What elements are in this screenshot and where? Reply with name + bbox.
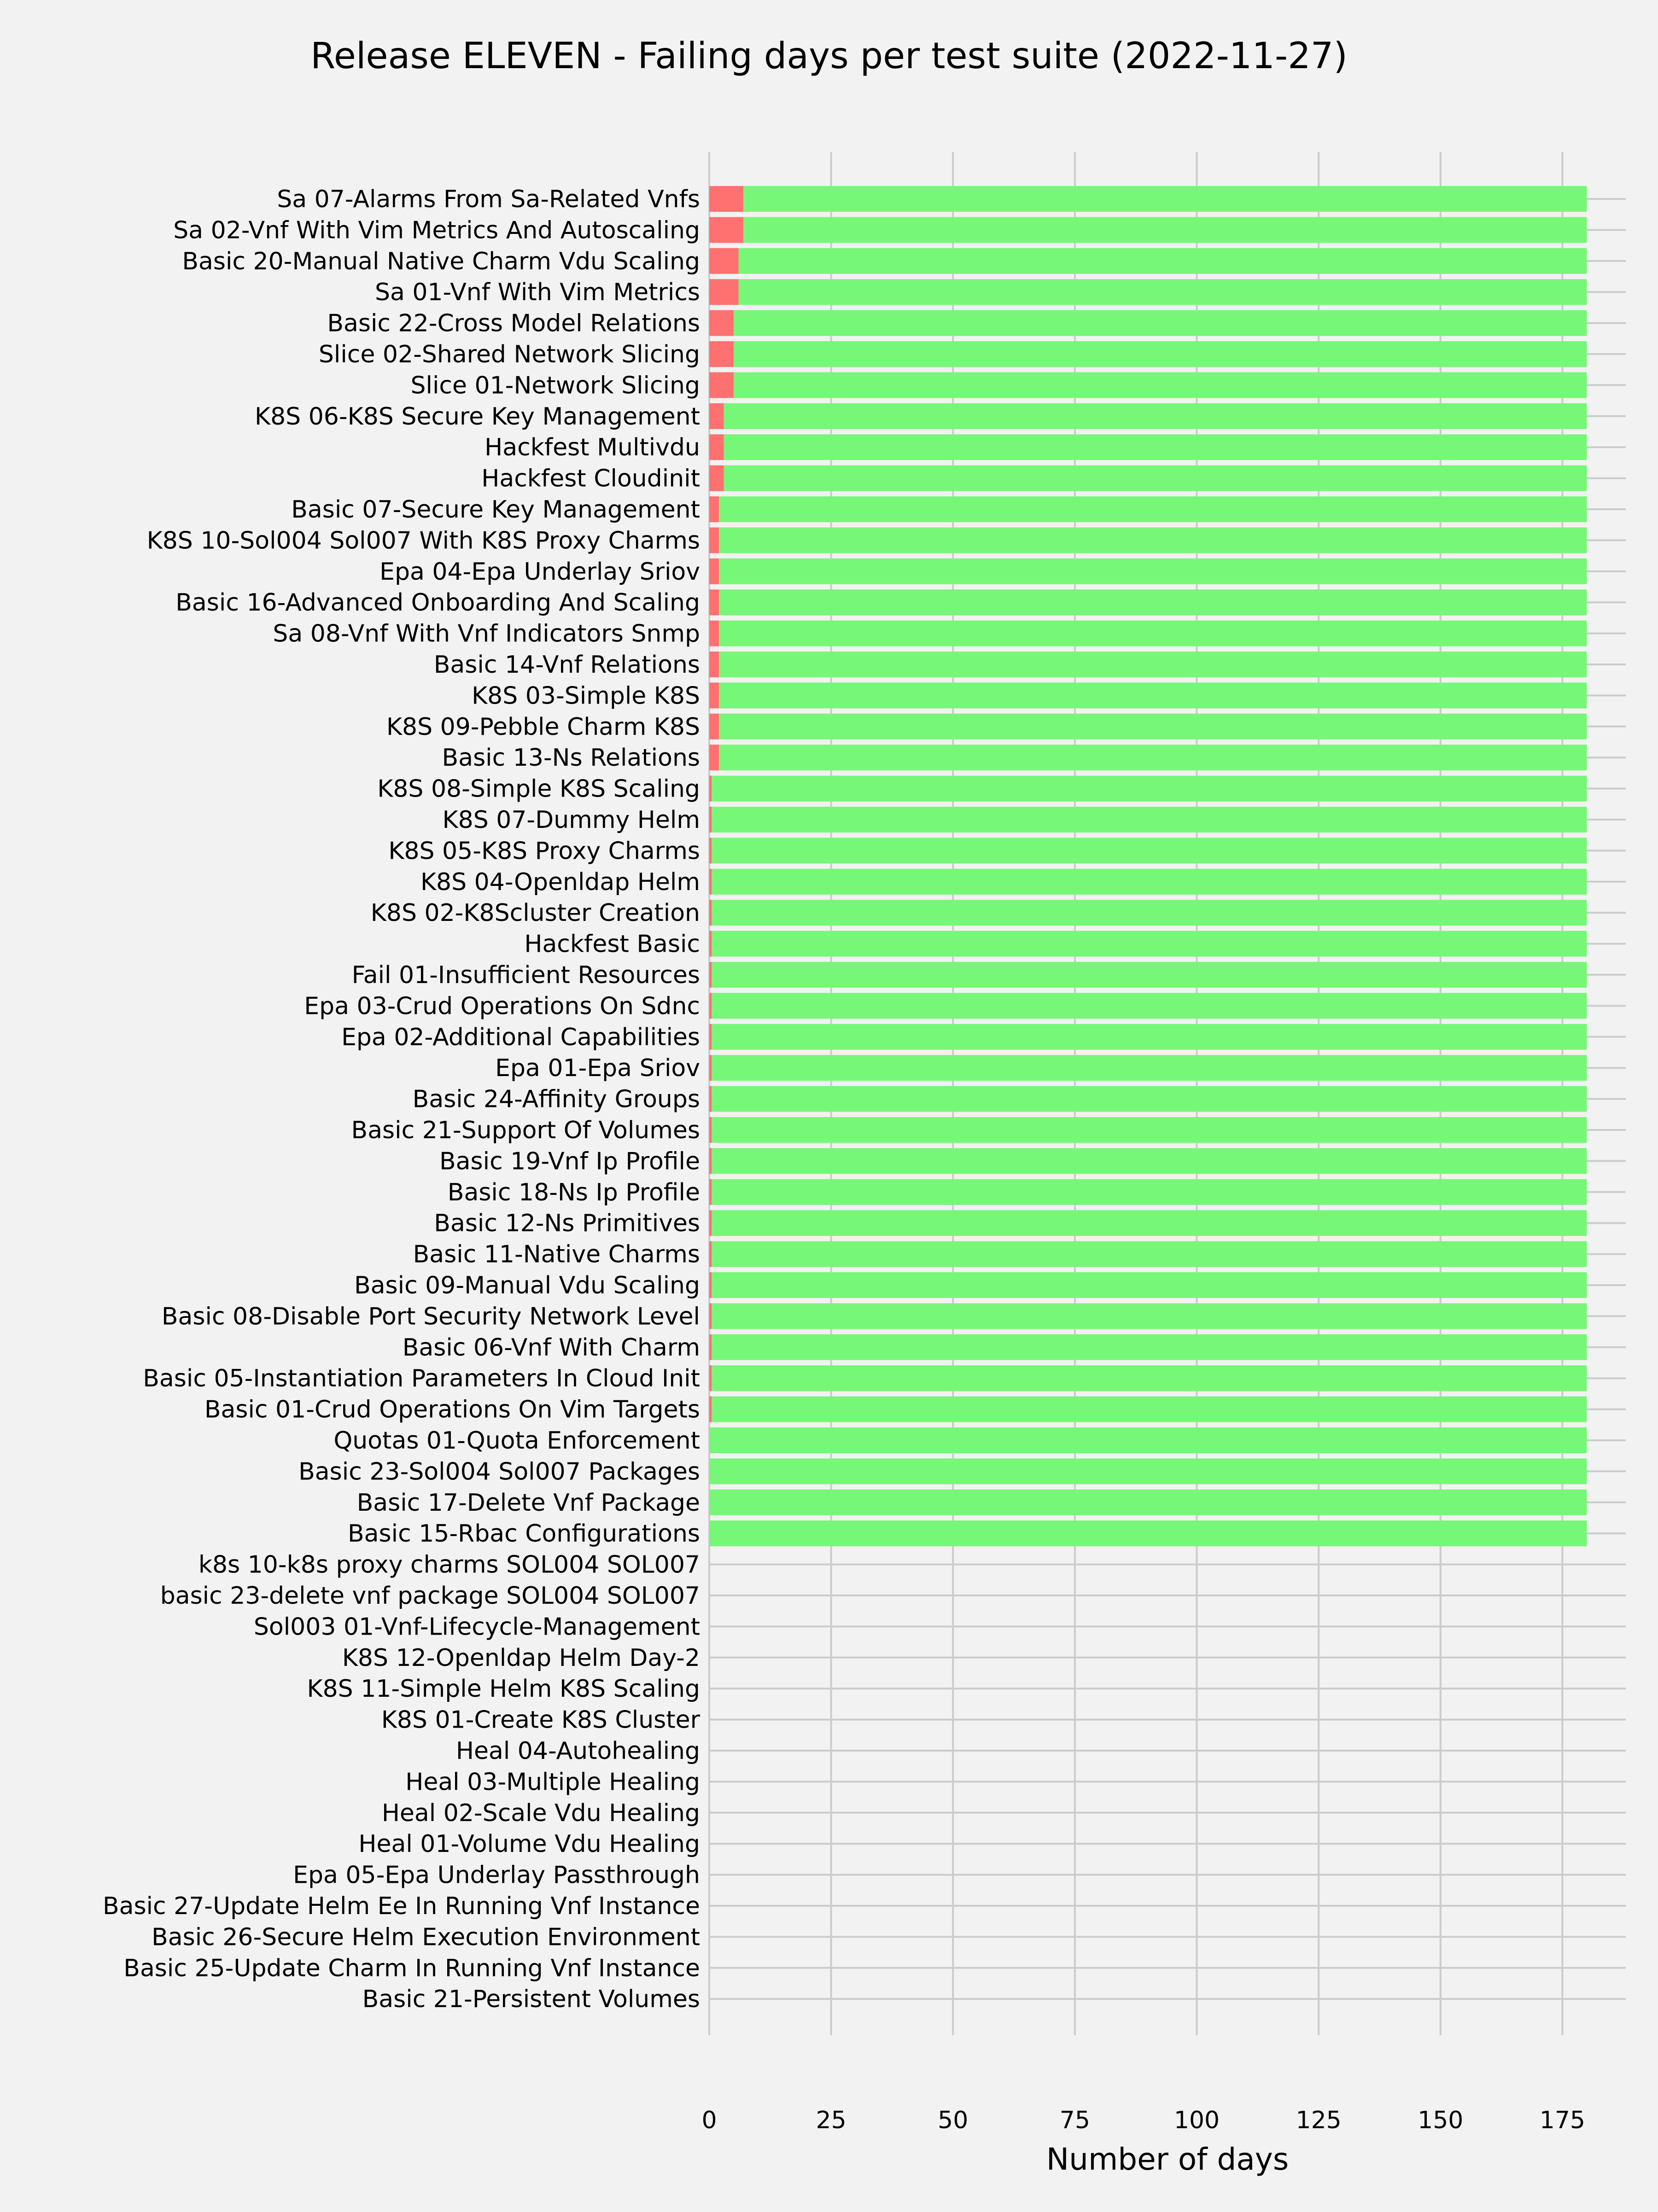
bar-passing: [719, 745, 1587, 770]
category-label: Basic 21-Persistent Volumes: [362, 1985, 700, 2014]
bar-passing: [712, 1179, 1587, 1205]
category-label: K8S 01-Create K8S Cluster: [381, 1706, 700, 1734]
category-label: Sa 01-Vnf With Vim Metrics: [374, 279, 700, 307]
bar-passing: [712, 1148, 1587, 1174]
bar-failing: [709, 466, 724, 491]
bar-failing: [709, 186, 743, 212]
bar-passing: [719, 589, 1587, 615]
bar-passing: [712, 962, 1587, 988]
bar-passing: [712, 1272, 1587, 1298]
bar-failing: [709, 1241, 712, 1267]
bar-passing: [712, 1117, 1587, 1143]
bar-failing: [709, 1397, 712, 1422]
bar-passing: [712, 931, 1587, 957]
category-label: Basic 24-Affinity Groups: [412, 1085, 700, 1113]
category-label: Hackfest Cloudinit: [481, 465, 700, 493]
bar-passing: [719, 682, 1587, 708]
bar-passing: [712, 807, 1587, 832]
bar-passing: [712, 1365, 1587, 1391]
category-label: Slice 01-Network Slicing: [410, 372, 700, 400]
bar-failing: [709, 496, 719, 522]
bar-failing: [709, 993, 712, 1019]
bar-failing: [709, 372, 734, 398]
bar-passing: [724, 434, 1587, 460]
category-label: Epa 04-Epa Underlay Sriov: [379, 558, 700, 586]
bar-passing: [719, 559, 1587, 584]
bar-passing: [734, 310, 1587, 336]
bar-failing: [709, 1272, 712, 1298]
category-label: Basic 20-Manual Native Charm Vdu Scaling: [182, 247, 700, 275]
bar-failing: [709, 217, 743, 243]
x-tick-label: 0: [701, 2107, 717, 2134]
bar-passing: [712, 1303, 1587, 1329]
bar-failing: [709, 869, 712, 895]
category-label: Heal 02-Scale Vdu Healing: [381, 1799, 700, 1827]
bar-passing: [709, 1458, 1587, 1484]
bar-failing: [709, 1086, 712, 1112]
category-label: K8S 08-Simple K8S Scaling: [377, 775, 700, 803]
category-label: Sol003 01-Vnf-Lifecycle-Management: [253, 1613, 700, 1641]
category-label: Sa 08-Vnf With Vnf Indicators Snmp: [273, 620, 700, 648]
chart-title: Release ELEVEN - Failing days per test suite (2022-11-27): [310, 35, 1348, 77]
bar-failing: [709, 776, 712, 802]
category-label: K8S 11-Simple Helm K8S Scaling: [307, 1675, 700, 1703]
category-label: K8S 05-K8S Proxy Charms: [388, 837, 700, 865]
category-label: Heal 01-Volume Vdu Healing: [358, 1830, 700, 1858]
category-label: Heal 04-Autohealing: [455, 1737, 700, 1765]
bar-failing: [709, 527, 719, 553]
category-label: Basic 12-Ns Primitives: [434, 1210, 700, 1238]
bar-failing: [709, 1365, 712, 1391]
category-label: Slice 02-Shared Network Slicing: [318, 341, 700, 368]
bar-passing: [709, 1427, 1587, 1453]
bar-passing: [712, 776, 1587, 802]
category-label: K8S 09-Pebble Charm K8S: [386, 713, 700, 741]
bar-failing: [709, 807, 712, 832]
x-tick-label: 100: [1173, 2107, 1220, 2134]
bar-failing: [709, 1210, 712, 1236]
bar-passing: [743, 217, 1587, 243]
bar-failing: [709, 1024, 712, 1050]
category-label: Basic 16-Advanced Onboarding And Scaling: [175, 589, 700, 617]
category-label: Epa 03-Crud Operations On Sdnc: [304, 992, 700, 1020]
bar-passing: [719, 652, 1587, 677]
bar-passing: [712, 1210, 1587, 1236]
bar-passing: [712, 1086, 1587, 1112]
category-label: Epa 02-Additional Capabilities: [341, 1023, 700, 1051]
bar-failing: [709, 1148, 712, 1174]
bar-failing: [709, 1334, 712, 1360]
bar-passing: [712, 1397, 1587, 1422]
x-tick-label: 125: [1296, 2107, 1342, 2134]
category-label: Basic 11-Native Charms: [413, 1240, 700, 1269]
category-label: Basic 26-Secure Helm Execution Environment: [152, 1923, 700, 1951]
bar-passing: [712, 869, 1587, 895]
bar-passing: [712, 993, 1587, 1019]
category-label: K8S 12-Openldap Helm Day-2: [342, 1644, 700, 1672]
category-label: basic 23-delete vnf package SOL004 SOL007: [160, 1582, 700, 1610]
bar-failing: [709, 621, 719, 646]
category-label: Basic 01-Crud Operations On Vim Targets: [204, 1396, 700, 1424]
bar-passing: [712, 1334, 1587, 1360]
x-tick-label: 25: [816, 2107, 847, 2134]
bar-passing: [719, 496, 1587, 522]
bar-failing: [709, 714, 719, 739]
category-label: Basic 21-Support Of Volumes: [351, 1117, 700, 1144]
bar-failing: [709, 900, 712, 926]
bar-passing: [712, 900, 1587, 926]
category-label: K8S 03-Simple K8S: [472, 682, 700, 710]
bar-failing: [709, 310, 734, 336]
category-label: Epa 05-Epa Underlay Passthrough: [293, 1861, 700, 1889]
category-label: Basic 08-Disable Port Security Network Level: [161, 1303, 700, 1331]
category-label: Basic 06-Vnf With Charm: [402, 1333, 700, 1362]
bar-passing: [719, 527, 1587, 553]
category-label: K8S 04-Openldap Helm: [420, 868, 700, 896]
category-label: Epa 01-Epa Sriov: [495, 1054, 700, 1083]
bar-passing: [739, 279, 1587, 305]
category-label: Basic 14-Vnf Relations: [433, 651, 700, 679]
category-label: k8s 10-k8s proxy charms SOL004 SOL007: [198, 1551, 700, 1579]
category-label: Sa 07-Alarms From Sa-Related Vnfs: [277, 186, 700, 213]
bar-failing: [709, 1117, 712, 1143]
bar-passing: [743, 186, 1587, 212]
bar-failing: [709, 589, 719, 615]
x-axis-label: Number of days: [1046, 2142, 1289, 2177]
bar-passing: [712, 1241, 1587, 1267]
bar-failing: [709, 434, 724, 460]
x-tick-label: 175: [1539, 2107, 1586, 2134]
category-label: Basic 07-Secure Key Management: [291, 496, 700, 524]
bar-failing: [709, 341, 734, 367]
bar-failing: [709, 652, 719, 677]
category-label: Sa 02-Vnf With Vim Metrics And Autoscaling: [173, 216, 700, 244]
category-label: Hackfest Multivdu: [485, 434, 700, 462]
category-label: Basic 05-Instantiation Parameters In Cloud Init: [143, 1365, 700, 1393]
bar-passing: [719, 714, 1587, 739]
category-label: Basic 18-Ns Ip Profile: [447, 1178, 700, 1206]
bar-passing: [719, 621, 1587, 646]
bar-passing: [734, 341, 1587, 367]
x-tick-label: 150: [1418, 2107, 1464, 2134]
bar-passing: [709, 1520, 1587, 1546]
category-label: Heal 03-Multiple Healing: [405, 1768, 700, 1796]
bar-failing: [709, 559, 719, 584]
bar-failing: [709, 931, 712, 957]
bar-passing: [712, 1024, 1587, 1050]
bar-passing: [739, 248, 1587, 274]
category-label: Basic 25-Update Charm In Running Vnf Instance: [123, 1954, 700, 1982]
x-tick-label: 75: [1059, 2107, 1090, 2134]
bar-passing: [724, 403, 1587, 429]
bar-passing: [712, 1055, 1587, 1081]
category-label: Basic 15-Rbac Configurations: [348, 1520, 700, 1548]
bar-failing: [709, 838, 712, 863]
category-label: Basic 23-Sol004 Sol007 Packages: [298, 1458, 700, 1486]
category-label: Basic 22-Cross Model Relations: [327, 309, 700, 338]
bar-passing: [724, 466, 1587, 491]
bar-failing: [709, 403, 724, 429]
category-label: Basic 17-Delete Vnf Package: [356, 1489, 700, 1517]
bar-failing: [709, 1055, 712, 1081]
category-label: Basic 19-Vnf Ip Profile: [439, 1147, 700, 1176]
bar-passing: [734, 372, 1587, 398]
bar-passing: [709, 1490, 1587, 1515]
category-label: Basic 09-Manual Vdu Scaling: [354, 1272, 700, 1299]
bar-failing: [709, 248, 739, 274]
x-tick-label: 50: [938, 2107, 969, 2134]
category-label: Fail 01-Insufficient Resources: [351, 961, 700, 989]
bar-passing: [712, 838, 1587, 863]
bar-failing: [709, 745, 719, 770]
bar-failing: [709, 1179, 712, 1205]
category-label: K8S 10-Sol004 Sol007 With K8S Proxy Charms: [146, 527, 700, 555]
bar-failing: [709, 279, 739, 305]
category-label: Quotas 01-Quota Enforcement: [333, 1427, 700, 1455]
category-label: K8S 02-K8Scluster Creation: [370, 899, 700, 927]
bar-failing: [709, 682, 719, 708]
category-label: K8S 07-Dummy Helm: [442, 806, 700, 834]
category-label: Hackfest Basic: [524, 930, 700, 958]
category-label: Basic 13-Ns Relations: [442, 744, 700, 772]
bar-failing: [709, 962, 712, 988]
category-label: Basic 27-Update Helm Ee In Running Vnf Instance: [102, 1892, 700, 1920]
category-label: K8S 06-K8S Secure Key Management: [254, 402, 700, 431]
bar-failing: [709, 1303, 712, 1329]
